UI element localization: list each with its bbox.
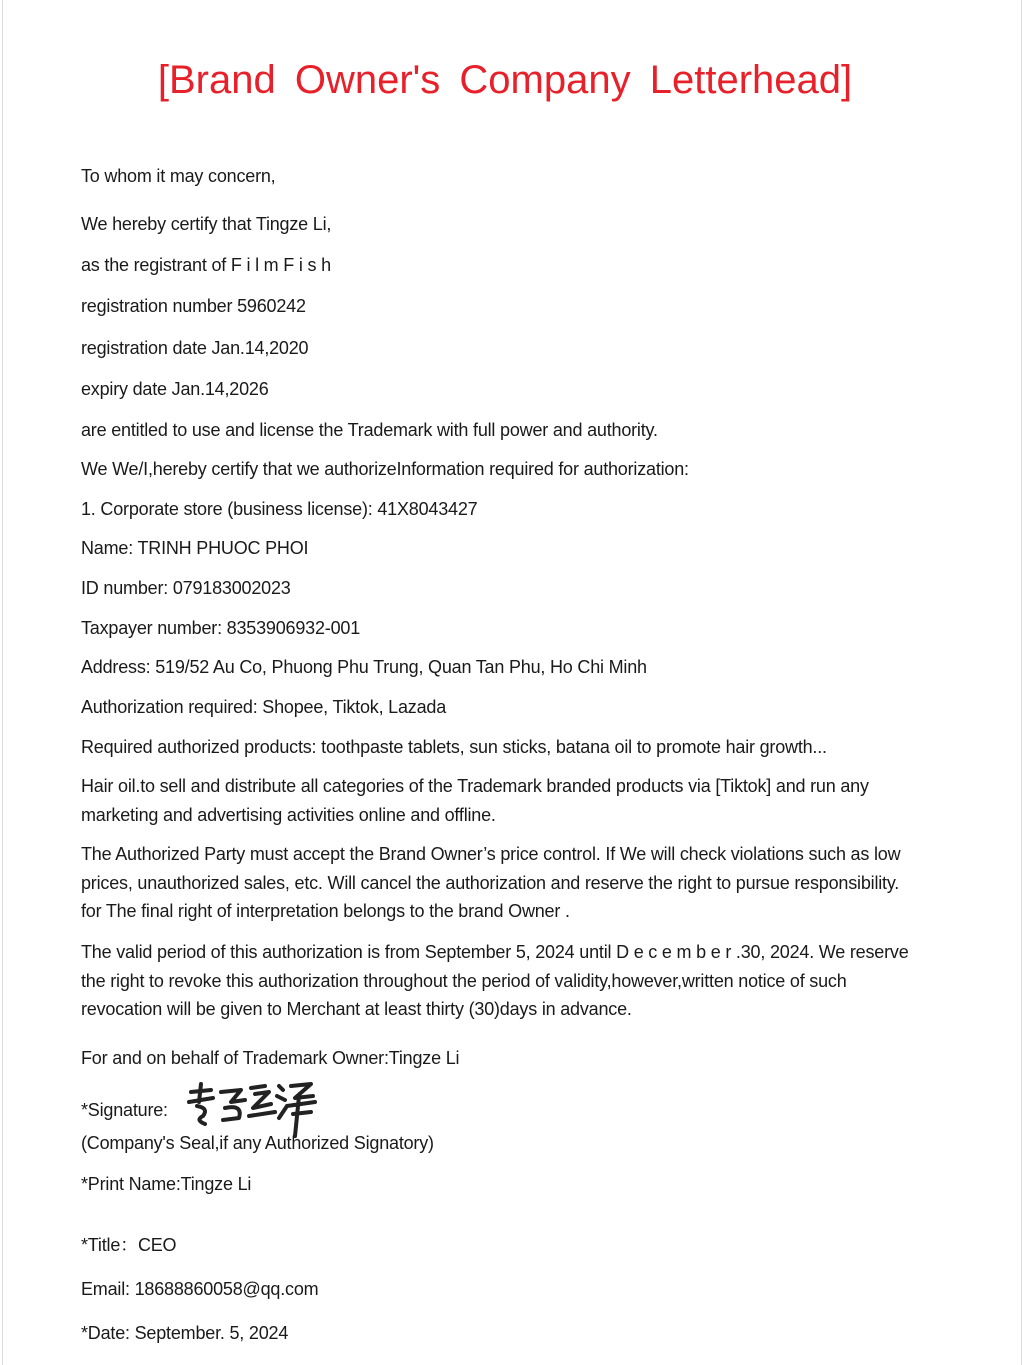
business-license: 1. Corporate store (business license): 41X8043427 [81, 499, 478, 519]
page-frame [2, 0, 1022, 1365]
authorize-line: We We/I,hereby certify that we authorizeInformation required for authorization: [81, 459, 689, 479]
registration-date: registration date Jan.14,2020 [81, 338, 309, 358]
expiry-date: expiry date Jan.14,2026 [81, 379, 269, 399]
handwritten-signature [183, 1080, 318, 1140]
letterhead-title: [Brand Owner's Company Letterhead] [157, 58, 853, 102]
email-line: Email: 18688860058@qq.com [81, 1279, 319, 1299]
price-control-paragraph: The Authorized Party must accept the Brand Owner’s price control. If We will check violations such as low prices, unauthorized sales, etc. Will cancel the authorization and reserve the right to pursue responsibility. for The final right of interpretation belongs to the brand Owner . [81, 844, 901, 921]
address-line: Address: 519/52 Au Co, Phuong Phu Trung, Quan Tan Phu, Ho Chi Minh [81, 657, 647, 677]
taxpayer-number: Taxpayer number: 8353906932-001 [81, 618, 361, 638]
registration-number: registration number 5960242 [81, 296, 306, 316]
print-name: *Print Name:Tingze Li [81, 1174, 252, 1194]
certify-line: We hereby certify that Tingze Li, [81, 214, 332, 234]
seal-note: (Company's Seal,if any Authorized Signatory) [81, 1133, 434, 1153]
title-field: *Title：CEO [81, 1235, 177, 1255]
distribution-paragraph: Hair oil.to sell and distribute all categories of the Trademark branded products via [Tiktok] and run any marketing and advertising activities online and offline. [81, 776, 869, 825]
platforms-line: Authorization required: Shopee, Tiktok, Lazada [81, 697, 447, 717]
products-line: Required authorized products: toothpaste tablets, sun sticks, batana oil to promote hair growth... [81, 737, 827, 757]
signature-label: *Signature: [81, 1100, 168, 1120]
entitlement-line: are entitled to use and license the Trademark with full power and authority. [81, 420, 658, 440]
behalf-line: For and on behalf of Trademark Owner:Tingze Li [81, 1048, 460, 1068]
name-line: Name: TRINH PHUOC PHOI [81, 538, 309, 558]
id-number: ID number: 079183002023 [81, 578, 291, 598]
registrant-line: as the registrant of F i l m F i s h [81, 255, 331, 275]
salutation: To whom it may concern, [81, 166, 276, 186]
date-line: *Date: September. 5, 2024 [81, 1323, 289, 1343]
validity-paragraph: The valid period of this authorization is from September 5, 2024 until D e c e m b e r .30, 2024. We reserve the right to revoke this authorization throughout the period of validity,however,written notice of such revocation will be given to Merchant at least thirty (30)days in advance. [81, 942, 909, 1019]
